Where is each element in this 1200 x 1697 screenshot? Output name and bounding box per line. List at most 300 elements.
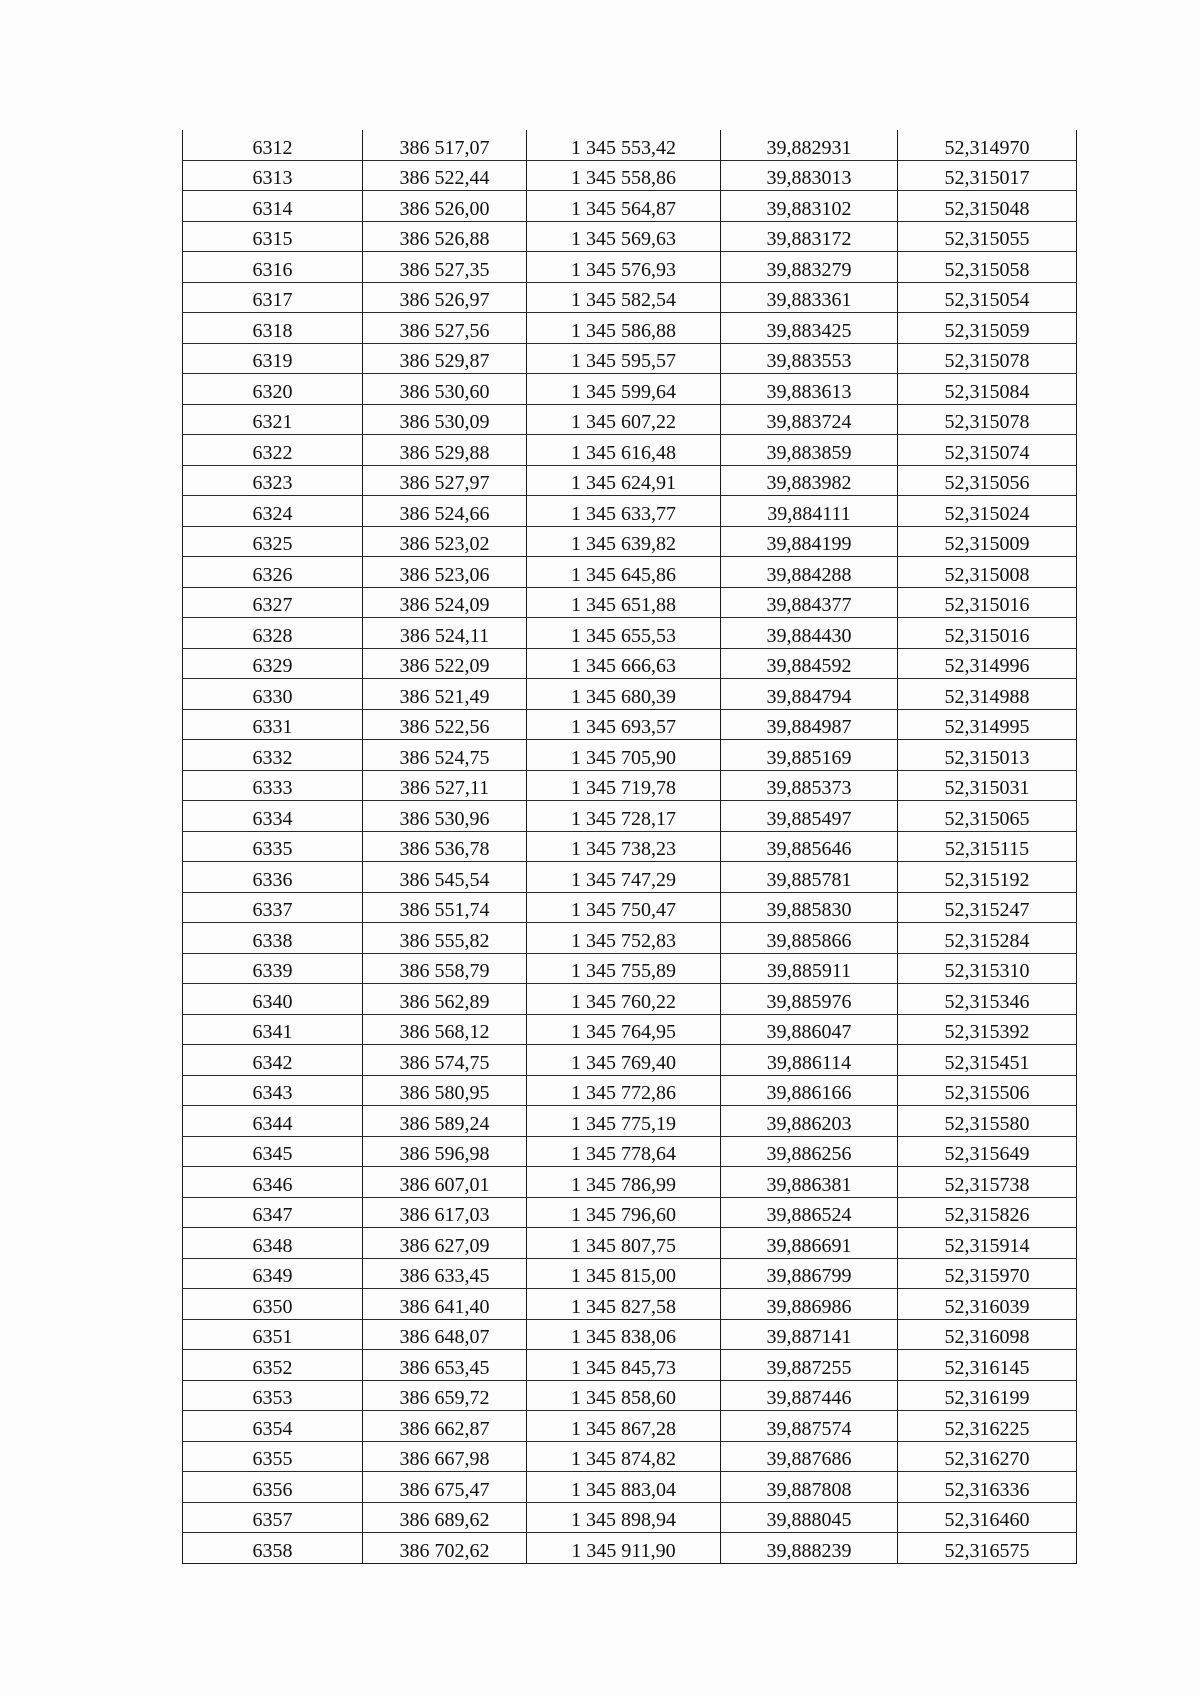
x-coordinate-cell: [363, 1228, 527, 1259]
cell-text: 6345: [252, 1143, 293, 1165]
latitude-cell: [898, 191, 1077, 222]
x-coordinate-cell: [363, 1197, 527, 1228]
cell-text: 6320: [252, 380, 293, 403]
cell-text: 6355: [252, 1448, 293, 1470]
y-coordinate-cell: [527, 404, 721, 435]
cell-text: 39,886799: [766, 1265, 852, 1287]
cell-text: 6334: [252, 807, 293, 830]
y-coordinate-cell: [527, 801, 721, 832]
cell-text: 39,884199: [766, 533, 852, 555]
cell-text: 52,316270: [944, 1448, 1030, 1470]
x-coordinate-cell: [363, 282, 527, 313]
table-row: [183, 1411, 1077, 1442]
cell-text: 39,885830: [766, 899, 852, 921]
point-number-cell: [183, 526, 363, 557]
point-number-cell: [183, 1380, 363, 1411]
cell-text: 6318: [252, 319, 293, 342]
x-coordinate-cell: [363, 1014, 527, 1045]
latitude-cell: [898, 984, 1077, 1015]
cell-text: 52,315013: [944, 746, 1030, 769]
longitude-cell: [721, 1136, 898, 1167]
y-coordinate-cell: [527, 1075, 721, 1106]
cell-text: 39,886203: [766, 1112, 852, 1135]
x-coordinate-cell: [363, 343, 527, 374]
table-row: [183, 679, 1077, 710]
cell-text: 6312: [252, 136, 293, 159]
table-row: [183, 526, 1077, 557]
cell-text: 386 526,00: [399, 197, 490, 220]
cell-text: 386 675,47: [399, 1478, 490, 1501]
cell-text: 386 522,56: [399, 716, 490, 738]
cell-text: 39,885169: [766, 746, 852, 769]
cell-text: 1 345 752,83: [571, 929, 676, 952]
point-number-cell: [183, 435, 363, 466]
cell-text: 386 517,07: [399, 136, 490, 159]
cell-text: 52,315031: [944, 777, 1030, 799]
y-coordinate-cell: [527, 496, 721, 527]
cell-text: 386 530,09: [399, 411, 490, 433]
table-row: [183, 587, 1077, 618]
cell-text: 386 526,88: [399, 228, 490, 250]
cell-text: 39,888239: [766, 1539, 852, 1562]
table-row: [183, 1075, 1077, 1106]
cell-text: 52,315284: [944, 929, 1030, 952]
cell-text: 39,883613: [766, 380, 852, 403]
cell-text: 1 345 747,29: [571, 868, 676, 891]
x-coordinate-cell: [363, 1106, 527, 1137]
cell-text: 39,886114: [766, 1051, 852, 1074]
cell-text: 386 627,09: [399, 1234, 490, 1257]
cell-text: 52,315017: [944, 167, 1030, 189]
cell-text: 1 345 564,87: [571, 197, 676, 220]
y-coordinate-cell: [527, 343, 721, 374]
cell-text: 1 345 553,42: [571, 136, 676, 159]
table-row: [183, 923, 1077, 954]
x-coordinate-cell: [363, 1441, 527, 1472]
longitude-cell: [721, 831, 898, 862]
cell-text: 386 574,75: [399, 1051, 490, 1074]
table-row: [183, 1106, 1077, 1137]
x-coordinate-cell: [363, 801, 527, 832]
latitude-cell: [898, 1136, 1077, 1167]
cell-text: 6333: [252, 777, 293, 799]
x-coordinate-cell: [363, 648, 527, 679]
x-coordinate-cell: [363, 1258, 527, 1289]
cell-text: 6314: [252, 197, 293, 220]
cell-text: 6326: [252, 563, 293, 586]
cell-text: 52,316336: [944, 1478, 1030, 1501]
cell-text: 1 345 769,40: [571, 1051, 676, 1074]
cell-text: 39,887808: [766, 1478, 852, 1501]
latitude-cell: [898, 435, 1077, 466]
cell-text: 52,315914: [944, 1234, 1030, 1257]
table-row: [183, 1197, 1077, 1228]
table-row: [183, 1441, 1077, 1472]
longitude-cell: [721, 1075, 898, 1106]
cell-text: 39,886691: [766, 1234, 852, 1257]
x-coordinate-cell: [363, 557, 527, 588]
cell-text: 1 345 815,00: [571, 1265, 676, 1287]
cell-text: 52,316039: [944, 1295, 1030, 1318]
cell-text: 386 523,02: [399, 533, 490, 555]
cell-text: 6332: [252, 746, 293, 769]
table-row: [183, 1045, 1077, 1076]
x-coordinate-cell: [363, 191, 527, 222]
y-coordinate-cell: [527, 221, 721, 252]
y-coordinate-cell: [527, 130, 721, 160]
x-coordinate-cell: [363, 526, 527, 557]
table-row: [183, 1533, 1077, 1564]
x-coordinate-cell: [363, 1167, 527, 1198]
table-row: [183, 1289, 1077, 1320]
cell-text: 386 641,40: [399, 1295, 490, 1318]
cell-text: 52,315048: [944, 197, 1030, 220]
longitude-cell: [721, 801, 898, 832]
cell-text: 39,883425: [766, 319, 852, 342]
cell-text: 6323: [252, 472, 293, 494]
cell-text: 386 527,97: [399, 472, 490, 494]
cell-text: 386 662,87: [399, 1417, 490, 1440]
table-row: [183, 282, 1077, 313]
cell-text: 1 345 845,73: [571, 1356, 676, 1379]
cell-text: 39,884987: [766, 716, 852, 738]
point-number-cell: [183, 252, 363, 283]
table-row: [183, 252, 1077, 283]
cell-text: 6346: [252, 1173, 293, 1196]
x-coordinate-cell: [363, 1380, 527, 1411]
y-coordinate-cell: [527, 1258, 721, 1289]
longitude-cell: [721, 709, 898, 740]
cell-text: 1 345 867,28: [571, 1417, 676, 1440]
cell-text: 6350: [252, 1295, 293, 1318]
cell-text: 52,315580: [944, 1112, 1030, 1135]
cell-text: 39,885976: [766, 990, 852, 1013]
latitude-cell: [898, 862, 1077, 893]
y-coordinate-cell: [527, 1472, 721, 1503]
cell-text: 52,315392: [944, 1021, 1030, 1043]
table-row: [183, 1136, 1077, 1167]
cell-text: 6313: [252, 167, 293, 189]
longitude-cell: [721, 770, 898, 801]
cell-text: 1 345 645,86: [571, 563, 676, 586]
cell-text: 39,883172: [766, 228, 852, 250]
cell-text: 386 596,98: [399, 1143, 490, 1165]
cell-text: 386 526,97: [399, 289, 490, 311]
cell-text: 386 555,82: [399, 929, 490, 952]
x-coordinate-cell: [363, 1350, 527, 1381]
latitude-cell: [898, 313, 1077, 344]
latitude-cell: [898, 1411, 1077, 1442]
cell-text: 386 530,60: [399, 380, 490, 403]
point-number-cell: [183, 709, 363, 740]
y-coordinate-cell: [527, 1167, 721, 1198]
y-coordinate-cell: [527, 1197, 721, 1228]
table-row: [183, 313, 1077, 344]
table-row: [183, 1014, 1077, 1045]
y-coordinate-cell: [527, 923, 721, 954]
y-coordinate-cell: [527, 831, 721, 862]
x-coordinate-cell: [363, 1472, 527, 1503]
table-row: [183, 1228, 1077, 1259]
cell-text: 52,315970: [944, 1265, 1030, 1287]
table-row: [183, 1502, 1077, 1533]
cell-text: 39,885866: [766, 929, 852, 952]
point-number-cell: [183, 1167, 363, 1198]
cell-text: 6327: [252, 594, 293, 616]
cell-text: 6321: [252, 411, 293, 433]
latitude-cell: [898, 1472, 1077, 1503]
cell-text: 1 345 586,88: [571, 319, 676, 342]
x-coordinate-cell: [363, 252, 527, 283]
cell-text: 6331: [252, 716, 293, 738]
cell-text: 39,883982: [766, 472, 852, 494]
cell-text: 39,884111: [767, 502, 851, 525]
cell-text: 1 345 728,17: [571, 807, 676, 830]
cell-text: 6352: [252, 1356, 293, 1379]
cell-text: 39,884430: [766, 624, 852, 647]
longitude-cell: [721, 1380, 898, 1411]
cell-text: 1 345 827,58: [571, 1295, 676, 1318]
cell-text: 386 562,89: [399, 990, 490, 1013]
table-row: [183, 1258, 1077, 1289]
y-coordinate-cell: [527, 1350, 721, 1381]
table-row: [183, 648, 1077, 679]
point-number-cell: [183, 1350, 363, 1381]
table-row: [183, 618, 1077, 649]
longitude-cell: [721, 892, 898, 923]
latitude-cell: [898, 1441, 1077, 1472]
cell-text: 386 527,35: [399, 258, 490, 281]
x-coordinate-cell: [363, 1319, 527, 1350]
table-row: [183, 221, 1077, 252]
table-row: [183, 953, 1077, 984]
point-number-cell: [183, 1045, 363, 1076]
longitude-cell: [721, 465, 898, 496]
cell-text: 386 558,79: [399, 960, 490, 982]
point-number-cell: [183, 404, 363, 435]
cell-text: 52,316199: [944, 1387, 1030, 1409]
longitude-cell: [721, 1014, 898, 1045]
point-number-cell: [183, 1472, 363, 1503]
cell-text: 6344: [252, 1112, 293, 1135]
x-coordinate-cell: [363, 160, 527, 191]
latitude-cell: [898, 1289, 1077, 1320]
cell-text: 1 345 807,75: [571, 1234, 676, 1257]
longitude-cell: [721, 1167, 898, 1198]
cell-text: 1 345 624,91: [571, 472, 676, 494]
cell-text: 52,315078: [944, 411, 1030, 433]
cell-text: 52,315065: [944, 807, 1030, 830]
cell-text: 1 345 750,47: [571, 899, 676, 921]
y-coordinate-cell: [527, 1228, 721, 1259]
cell-text: 6316: [252, 258, 293, 281]
cell-text: 39,883013: [766, 167, 852, 189]
x-coordinate-cell: [363, 1136, 527, 1167]
cell-text: 52,315016: [944, 624, 1030, 647]
longitude-cell: [721, 1533, 898, 1564]
table-row: [183, 984, 1077, 1015]
cell-text: 52,314988: [944, 685, 1030, 708]
y-coordinate-cell: [527, 252, 721, 283]
x-coordinate-cell: [363, 1502, 527, 1533]
y-coordinate-cell: [527, 953, 721, 984]
cell-text: 52,315056: [944, 472, 1030, 494]
cell-text: 52,315008: [944, 563, 1030, 586]
table-row: [183, 831, 1077, 862]
point-number-cell: [183, 130, 363, 160]
cell-text: 39,886524: [766, 1204, 852, 1226]
table-row: [183, 435, 1077, 466]
cell-text: 6335: [252, 838, 293, 860]
cell-text: 52,314996: [944, 655, 1030, 677]
y-coordinate-cell: [527, 892, 721, 923]
point-number-cell: [183, 862, 363, 893]
x-coordinate-cell: [363, 1075, 527, 1106]
latitude-cell: [898, 1380, 1077, 1411]
cell-text: 39,887446: [766, 1387, 852, 1409]
cell-text: 6347: [252, 1204, 293, 1226]
cell-text: 39,884288: [766, 563, 852, 586]
cell-text: 39,887141: [766, 1326, 852, 1348]
longitude-cell: [721, 740, 898, 771]
latitude-cell: [898, 1045, 1077, 1076]
latitude-cell: [898, 526, 1077, 557]
longitude-cell: [721, 1289, 898, 1320]
cell-text: 6354: [252, 1417, 293, 1440]
cell-text: 386 580,95: [399, 1082, 490, 1104]
cell-text: 6336: [252, 868, 293, 891]
cell-text: 52,315192: [944, 868, 1030, 891]
cell-text: 6339: [252, 960, 293, 982]
cell-text: 6351: [252, 1326, 293, 1348]
y-coordinate-cell: [527, 1380, 721, 1411]
cell-text: 1 345 775,19: [571, 1112, 676, 1135]
point-number-cell: [183, 679, 363, 710]
cell-text: 39,884592: [766, 655, 852, 677]
y-coordinate-cell: [527, 587, 721, 618]
cell-text: 52,315247: [944, 899, 1030, 921]
cell-text: 39,885911: [766, 960, 852, 982]
table-row: [183, 374, 1077, 405]
latitude-cell: [898, 465, 1077, 496]
cell-text: 1 345 796,60: [571, 1204, 676, 1226]
y-coordinate-cell: [527, 313, 721, 344]
cell-text: 1 345 898,94: [571, 1509, 676, 1531]
cell-text: 1 345 558,86: [571, 167, 676, 189]
y-coordinate-cell: [527, 526, 721, 557]
latitude-cell: [898, 618, 1077, 649]
y-coordinate-cell: [527, 374, 721, 405]
x-coordinate-cell: [363, 923, 527, 954]
point-number-cell: [183, 1136, 363, 1167]
cell-text: 52,315084: [944, 380, 1030, 403]
latitude-cell: [898, 923, 1077, 954]
cell-text: 6343: [252, 1082, 293, 1104]
point-number-cell: [183, 1228, 363, 1259]
y-coordinate-cell: [527, 1319, 721, 1350]
cell-text: 1 345 719,78: [571, 777, 676, 799]
longitude-cell: [721, 953, 898, 984]
y-coordinate-cell: [527, 1136, 721, 1167]
longitude-cell: [721, 587, 898, 618]
cell-text: 6356: [252, 1478, 293, 1501]
cell-text: 52,315346: [944, 990, 1030, 1013]
cell-text: 39,885781: [766, 868, 852, 891]
cell-text: 52,315310: [944, 960, 1030, 982]
cell-text: 386 617,03: [399, 1204, 490, 1226]
table-row: [183, 404, 1077, 435]
cell-text: 52,315115: [944, 838, 1030, 860]
y-coordinate-cell: [527, 1045, 721, 1076]
cell-text: 1 345 633,77: [571, 502, 676, 525]
cell-text: 386 524,66: [399, 502, 490, 525]
cell-text: 6358: [252, 1539, 293, 1562]
point-number-cell: [183, 160, 363, 191]
y-coordinate-cell: [527, 740, 721, 771]
cell-text: 386 527,56: [399, 319, 490, 342]
cell-text: 1 345 576,93: [571, 258, 676, 281]
latitude-cell: [898, 679, 1077, 710]
cell-text: 52,315506: [944, 1082, 1030, 1104]
cell-text: 39,883279: [766, 258, 852, 281]
cell-text: 39,884794: [766, 685, 852, 708]
table-row: [183, 130, 1077, 160]
cell-text: 39,883361: [766, 289, 852, 311]
cell-text: 39,883859: [766, 441, 852, 464]
cell-text: 1 345 607,22: [571, 411, 676, 433]
latitude-cell: [898, 343, 1077, 374]
latitude-cell: [898, 770, 1077, 801]
latitude-cell: [898, 282, 1077, 313]
cell-text: 1 345 874,82: [571, 1448, 676, 1470]
longitude-cell: [721, 1411, 898, 1442]
y-coordinate-cell: [527, 679, 721, 710]
y-coordinate-cell: [527, 862, 721, 893]
cell-text: 386 648,07: [399, 1326, 490, 1348]
latitude-cell: [898, 1228, 1077, 1259]
longitude-cell: [721, 496, 898, 527]
longitude-cell: [721, 404, 898, 435]
longitude-cell: [721, 252, 898, 283]
longitude-cell: [721, 648, 898, 679]
cell-text: 52,316145: [944, 1356, 1030, 1379]
coordinates-table: [182, 130, 1077, 1564]
cell-text: 1 345 786,99: [571, 1173, 676, 1196]
x-coordinate-cell: [363, 374, 527, 405]
latitude-cell: [898, 1106, 1077, 1137]
x-coordinate-cell: [363, 587, 527, 618]
point-number-cell: [183, 1319, 363, 1350]
table-row: [183, 1167, 1077, 1198]
x-coordinate-cell: [363, 1045, 527, 1076]
x-coordinate-cell: [363, 496, 527, 527]
coordinates-table-body: [183, 130, 1077, 1563]
cell-text: 52,315024: [944, 502, 1030, 525]
cell-text: 39,883724: [766, 411, 852, 433]
table-row: [183, 1350, 1077, 1381]
latitude-cell: [898, 587, 1077, 618]
x-coordinate-cell: [363, 313, 527, 344]
cell-text: 6317: [252, 289, 293, 311]
cell-text: 386 524,11: [399, 624, 490, 647]
y-coordinate-cell: [527, 191, 721, 222]
longitude-cell: [721, 130, 898, 160]
latitude-cell: [898, 709, 1077, 740]
point-number-cell: [183, 892, 363, 923]
latitude-cell: [898, 648, 1077, 679]
point-number-cell: [183, 1075, 363, 1106]
cell-text: 52,315016: [944, 594, 1030, 616]
